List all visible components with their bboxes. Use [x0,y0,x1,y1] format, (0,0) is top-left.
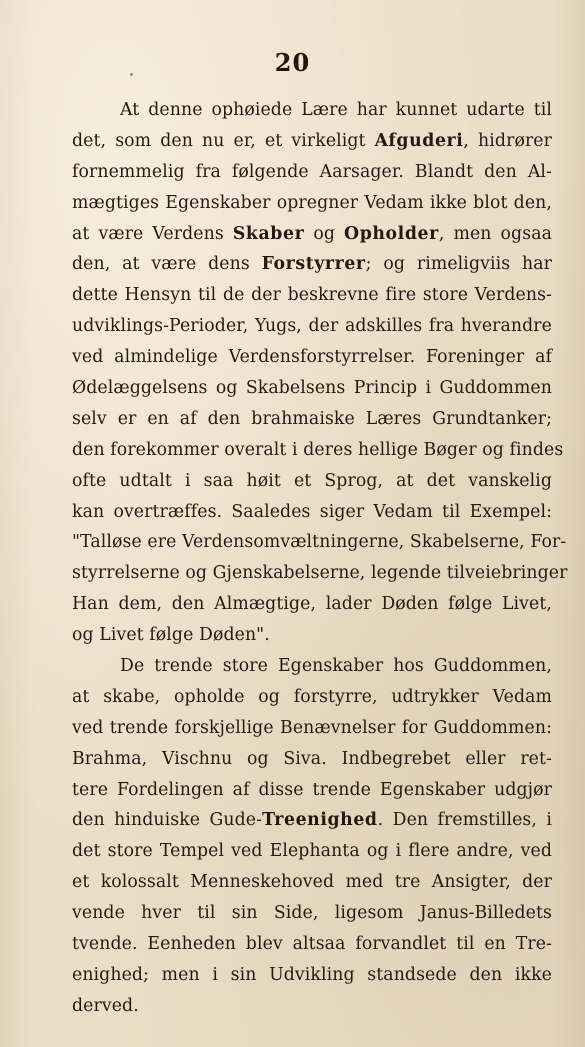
text-run: derved. [72,995,139,1016]
text-run: vende hver til sin Side, ligesom Janus-Billedets [72,903,552,924]
text-run: enighed; men i sin Udvikling standsede den ikke [72,964,552,985]
text-run: styrrelserne og Gjenskabelserne, legende tilveiebringer [72,563,568,584]
text-line [72,836,552,867]
text-run: ved trende forskjellige Benævnelser for Guddommen: [72,717,552,738]
text-run: fornemmelig fra følgende Aarsager. Blandt den Al- [72,161,552,182]
text-line [72,342,552,373]
text-run: , hidrører [463,130,552,151]
emphasized-word: Opholder [344,223,439,244]
text-run: og Livet følge Døden". [72,625,270,646]
text-run: dette Hensyn til de der beskrevne fire store Verdens- [72,285,552,306]
text-run: , men ogsaa [438,223,552,244]
text-run: Han dem, den Almægtige, lader Døden følge Livet, [72,594,552,615]
text-line [72,188,552,219]
emphasized-word: Skaber [232,223,305,244]
text-run: ved almindelige Verdensforstyrrelser. Foreninger af [72,347,552,368]
text-run: at skabe, opholde og forstyrre, udtrykker Vedam [72,686,552,707]
text-run: det, som den nu er, et virkeligt [72,130,375,151]
text-run: "Talløse ere Verdensomvæltningerne, Skabelserne, For- [72,532,567,553]
text-run: At denne ophøiede Lære har kunnet udarte til [120,100,552,120]
text-run: og [304,223,345,244]
text-line [72,867,552,898]
text-line [72,404,552,435]
text-line [72,651,552,682]
text-line [72,219,552,250]
text-run: selv er en af den brahmaiske Læres Grundtanker; [72,408,552,429]
emphasized-word: Afguderi [374,130,464,151]
text-line [72,249,552,280]
text-line [72,280,552,311]
text-line [72,744,552,775]
emphasized-word: Forstyrrer [261,254,366,275]
text-line [72,929,552,960]
text-line [72,373,552,404]
text-run: ; og rimeligviis har [365,254,552,275]
text-run: tvende. Eenheden blev altsaa forvandlet til en Tre- [72,934,552,955]
text-run: kan overtræffes. Saaledes siger Vedam til Exempel: [72,501,552,522]
text-run: udviklings-Perioder, Yugs, der adskilles fra hverandre [72,316,552,337]
text-run: den, at være dens [72,254,262,275]
text-line [72,682,552,713]
text-run: det store Tempel ved Elephanta og i flere andre, ved [72,841,552,862]
text-line [72,620,552,651]
text-line [72,311,552,342]
text-line [72,157,552,188]
body-text [72,95,568,1022]
emphasized-word: Treenighed [262,810,378,831]
text-line [72,960,552,991]
text-line [72,805,552,836]
text-run: et kolossalt Menneskehoved med tre Ansigter, der [72,872,552,893]
text-run: ofte udtalt i saa høit et Sprog, at det vanskelig [72,470,552,491]
text-run: mægtiges Egenskaber opregner Vedam ikke blot den, [72,192,552,213]
page-number: 20 [274,48,311,77]
text-line [72,558,568,589]
text-run: at være Verdens [72,223,233,244]
text-run: tere Fordelingen af disse trende Egenskaber udgjør [72,779,552,800]
text-run: Brahma, Vischnu og Siva. Indbegrebet eller ret- [72,748,552,769]
text-line [72,589,552,620]
text-line [72,497,552,528]
text-line [72,435,564,466]
text-line [72,991,552,1022]
text-run: De trende store Egenskaber hos Guddommen, [120,656,552,677]
text-run: Ødelæggelsens og Skabelsens Princip i Guddommen [72,378,552,399]
text-line [72,126,552,157]
text-line [72,527,567,558]
text-line [72,775,552,806]
text-line [72,466,552,497]
text-line [72,713,552,744]
text-run: den hinduiske Gude- [72,810,263,831]
text-run: . Den fremstilles, i [377,810,552,831]
text-line [72,95,552,126]
text-line [72,898,552,929]
text-run: den forekommer overalt i deres hellige Bøger og findes [72,439,564,460]
